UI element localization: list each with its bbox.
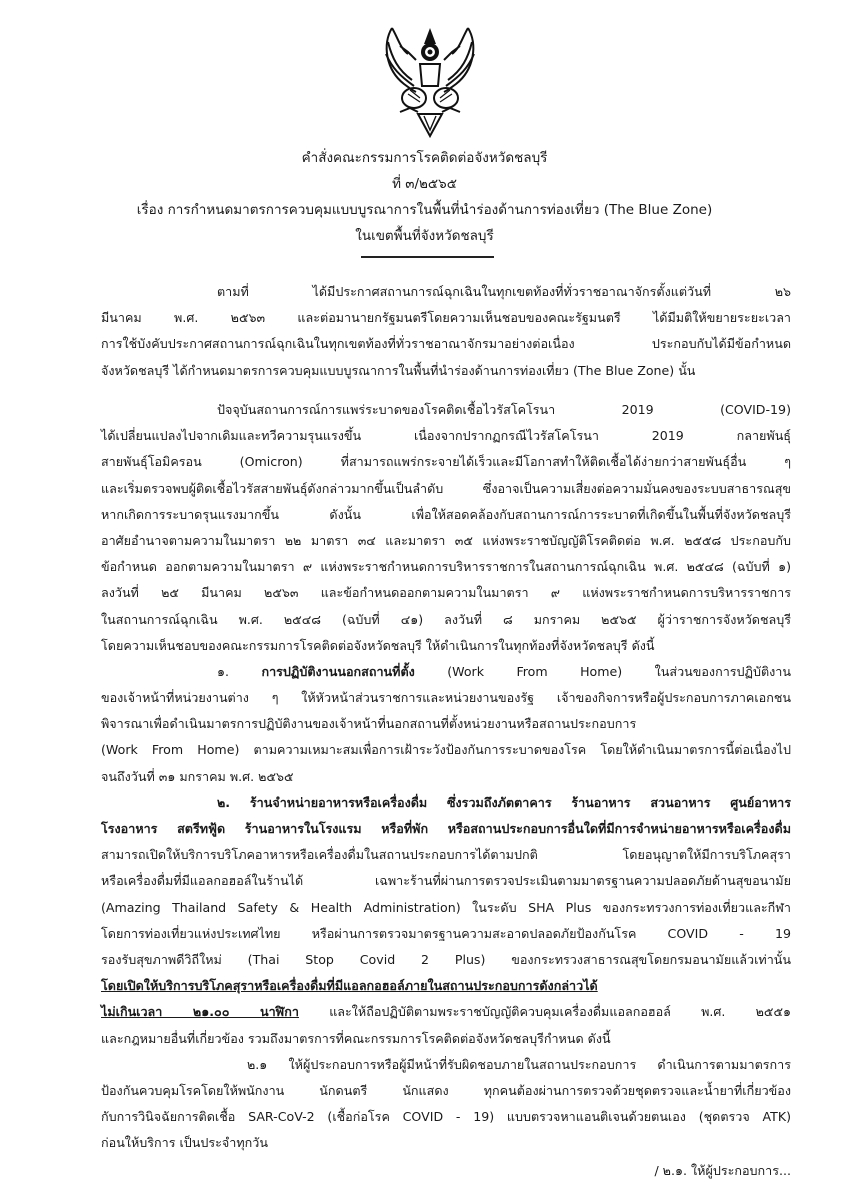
paragraph-preamble [101,279,791,384]
text-line: ก่อนให้บริการ เป็นประจำทุกวัน [101,1135,268,1151]
text-line: ปัจจุบันสถานการณ์การแพร่ระบาดของโรคติดเชื้อไวรัสโคโรนา 2019 (COVID-19) [217,402,791,417]
text-line: ป้องกันควบคุมโรคโดยให้พนักงาน นักดนตรี นักแสดง ทุกคนต้องผ่านการตรวจด้วยชุดตรวจและน้ำยาที่เกี่ยวข้อง [101,1082,791,1098]
alcohol-rule-emphasis: โดยเปิดให้บริการบริโภคสุราหรือเครื่องดื่มที่มีแอลกอฮอล์ภายในสถานประกอบการดังกล่าวได้ [101,978,598,994]
text-line: ลงวันที่ ๒๕ มีนาคม ๒๕๖๓ และข้อกำหนดออกตามความในมาตรา ๙ แห่งพระราชกำหนดการบริหารราชการ [101,585,791,601]
order-number: ที่ ๓/๒๕๖๕ [392,176,457,192]
text-line: โดยความเห็นชอบของคณะกรรมการโรคติดต่อจังหวัดชลบุรี ให้ดำเนินการในทุกท้องที่จังหวัดชลบุรี ดังนี้ [101,637,655,653]
item-2-1-heading: ๒.๑ ให้ผู้ประกอบการหรือผู้มีหน้าที่รับผิดชอบภายในสถานประกอบการ ดำเนินการตามมาตรการ [247,1056,791,1072]
text-line: (Work From Home) ตามความเหมาะสมเพื่อการเฝ้าระวังป้องกันการระบาดของโรค โดยให้ดำเนินมาตรการนี้ต่อเนื่องไป [101,742,791,758]
issuer-title: คำสั่งคณะกรรมการโรคติดต่อจังหวัดชลบุรี [301,150,548,166]
text-line: การใช้บังคับประกาศสถานการณ์ฉุกเฉินในทุกเขตท้องที่ทั่วราชอาณาจักรมาอย่างต่อเนื่อง ประกอบกับได้มีข้อกำหนด [101,336,791,352]
text-line: อาศัยอำนาจตามความในมาตรา ๒๒ มาตรา ๓๔ และมาตรา ๓๕ แห่งพระราชบัญญัติโรคติดต่อ พ.ศ. ๒๕๕๘ ประกอบกับ [101,532,791,548]
item-2-heading [101,790,791,816]
text-line: และกฎหมายอื่นที่เกี่ยวข้อง รวมถึงมาตรการที่คณะกรรมการโรคติดต่อจังหวัดชลบุรีกำหนด ดังนี้ [101,1030,611,1046]
text-line: ตามที่ ได้มีประกาศสถานการณ์ฉุกเฉินในทุกเขตท้องที่ทั่วราชอาณาจักรตั้งแต่วันที่ ๒๖ [217,284,791,299]
text-line: สายพันธุ์โอมิครอน (Omicron) ที่สามารถแพร่กระจายได้เร็วและมีโอกาสทำให้ติดเชื้อได้ง่ายกว่าสายพันธุ์อื่น ๆ [101,454,791,470]
text-line: ข้อกำหนด ออกตามความในมาตรา ๙ แห่งพระราชกำหนดการบริหารราชการในสถานการณ์ฉุกเฉิน พ.ศ. ๒๕๔๘ (ฉบับที่ ๑) [101,559,791,575]
alcohol-time-line [101,999,791,1025]
text-line: โดยการท่องเที่ยวแห่งประเทศไทย หรือผ่านการตรวจมาตรฐานความสะอาดปลอดภัยป้องกันโรค COVID - 19 [101,925,791,941]
text-line: จังหวัดชลบุรี ได้กำหนดมาตรการควบคุมแบบบูรณาการในพื้นที่นำร่องด้านการท่องเที่ยว (The Blue Zone) นั้น [101,362,696,378]
page-continuation-note: / ๒.๑. ให้ผู้ประกอบการ... [654,1163,791,1178]
text-line: หากเกิดการระบาดรุนแรงมากขึ้น ดังนั้น เพื่อให้สอดคล้องกับสถานการณ์การระบาดที่เกิดขึ้นในพื้นที่จังหวัดชลบุรี [101,506,791,522]
item-1-title: การปฏิบัติงานนอกสถานที่ตั้ง [261,663,415,679]
item-2-number: ๒. [217,794,231,810]
paragraph-situation [101,397,791,1156]
text-line: ในสถานการณ์ฉุกเฉิน พ.ศ. ๒๕๔๘ (ฉบับที่ ๔๑) ลงวันที่ ๘ มกราคม ๒๕๖๕ ผู้ว่าราชการจังหวัดชลบุรี [101,611,791,627]
subject-line-2: ในเขตพื้นที่จังหวัดชลบุรี [355,228,494,244]
item-1-rest: (Work From Home) ในส่วนของการปฏิบัติงาน [447,663,791,679]
header-divider [361,256,494,258]
subject-line-1: เรื่อง การกำหนดมาตรการควบคุมแบบบูรณาการในพื้นที่นำร่องด้านการท่องเที่ยว (The Blue Zone) [136,202,713,218]
text-line: มีนาคม พ.ศ. ๒๕๖๓ และต่อมานายกรัฐมนตรีโดยความเห็นชอบของคณะรัฐมนตรี ได้มีมติให้ขยายระยะเวลา [101,310,791,326]
text-line: และเริ่มตรวจพบผู้ติดเชื้อไวรัสสายพันธุ์ดังกล่าวมากขึ้นเป็นลำดับ ซึ่งอาจเป็นความเสี่ยงต่อความมั่นคงของระบบสาธารณสุข [101,480,791,496]
item-1-number: ๑. [217,663,229,679]
text-line: หรือเครื่องดื่มที่มีแอลกอฮอล์ในร้านได้ เฉพาะร้านที่ผ่านการตรวจประเมินตามมาตรฐานความปลอดภัยด้านสุขอนามัย [101,873,791,889]
garuda-emblem-icon [378,24,482,140]
text-line: กับการวินิจฉัยการติดเชื้อ SAR-CoV-2 (เชื้อก่อโรค COVID - 19) แบบตรวจหาแอนติเจนด้วยตนเอง (ชุดตรวจ ATK) [101,1109,791,1125]
item-2-title: ร้านจำหน่ายอาหารหรือเครื่องดื่ม ซึ่งรวมถึงภัตตาคาร ร้านอาหาร สวนอาหาร ศูนย์อาหาร [249,794,791,810]
text-line: จนถึงวันที่ ๓๑ มกราคม พ.ศ. ๒๕๖๕ [101,768,294,784]
text-line: ของเจ้าหน้าที่หน่วยงานต่าง ๆ ให้หัวหน้าส่วนราชการและหน่วยงานของรัฐ เจ้าของกิจการหรือผู้ประกอบการภาคเอกชน [101,690,791,706]
text-line: (Amazing Thailand Safety & Health Administration) ในระดับ SHA Plus ของกระทรวงการท่องเที่ยวและกีฬา [101,899,791,915]
text-line: สามารถเปิดให้บริการบริโภคอาหารหรือเครื่องดื่มในสถานประกอบการได้ตามปกติ โดยอนุญาตให้มีการบริโภคสุรา [101,847,791,863]
item-2-title-cont: โรงอาหาร สตรีทฟู้ด ร้านอาหารในโรงแรม หรือที่พัก หรือสถานประกอบการอื่นใดที่มีการจำหน่ายอาหารหรือเครื่องดื่ม [101,821,791,836]
time-limit-emphasis: ไม่เกินเวลา ๒๑.๐๐ นาฬิกา [101,1004,299,1020]
alcohol-act-text: และให้ถือปฏิบัติตามพระราชบัญญัติควบคุมเครื่องดื่มแอลกอฮอล์ พ.ศ. ๒๕๕๑ [329,1004,791,1020]
text-line: ได้เปลี่ยนแปลงไปจากเดิมและทวีความรุนแรงขึ้น เนื่องจากปรากฏกรณีไวรัสโคโรนา 2019 กลายพันธุ์ [101,428,791,444]
text-line: พิจารณาเพื่อดำเนินมาตรการปฏิบัติงานของเจ้าหน้าที่นอกสถานที่ตั้งหน่วยงานหรือสถานประกอบการ [101,716,637,732]
text-line: รองรับสุขภาพดีวิถีใหม่ (Thai Stop Covid 2 Plus) ของกระทรวงสาธารณสุขโดยกรมอนามัยแล้วเท่านั้น [101,951,791,967]
item-1-heading [101,659,791,685]
